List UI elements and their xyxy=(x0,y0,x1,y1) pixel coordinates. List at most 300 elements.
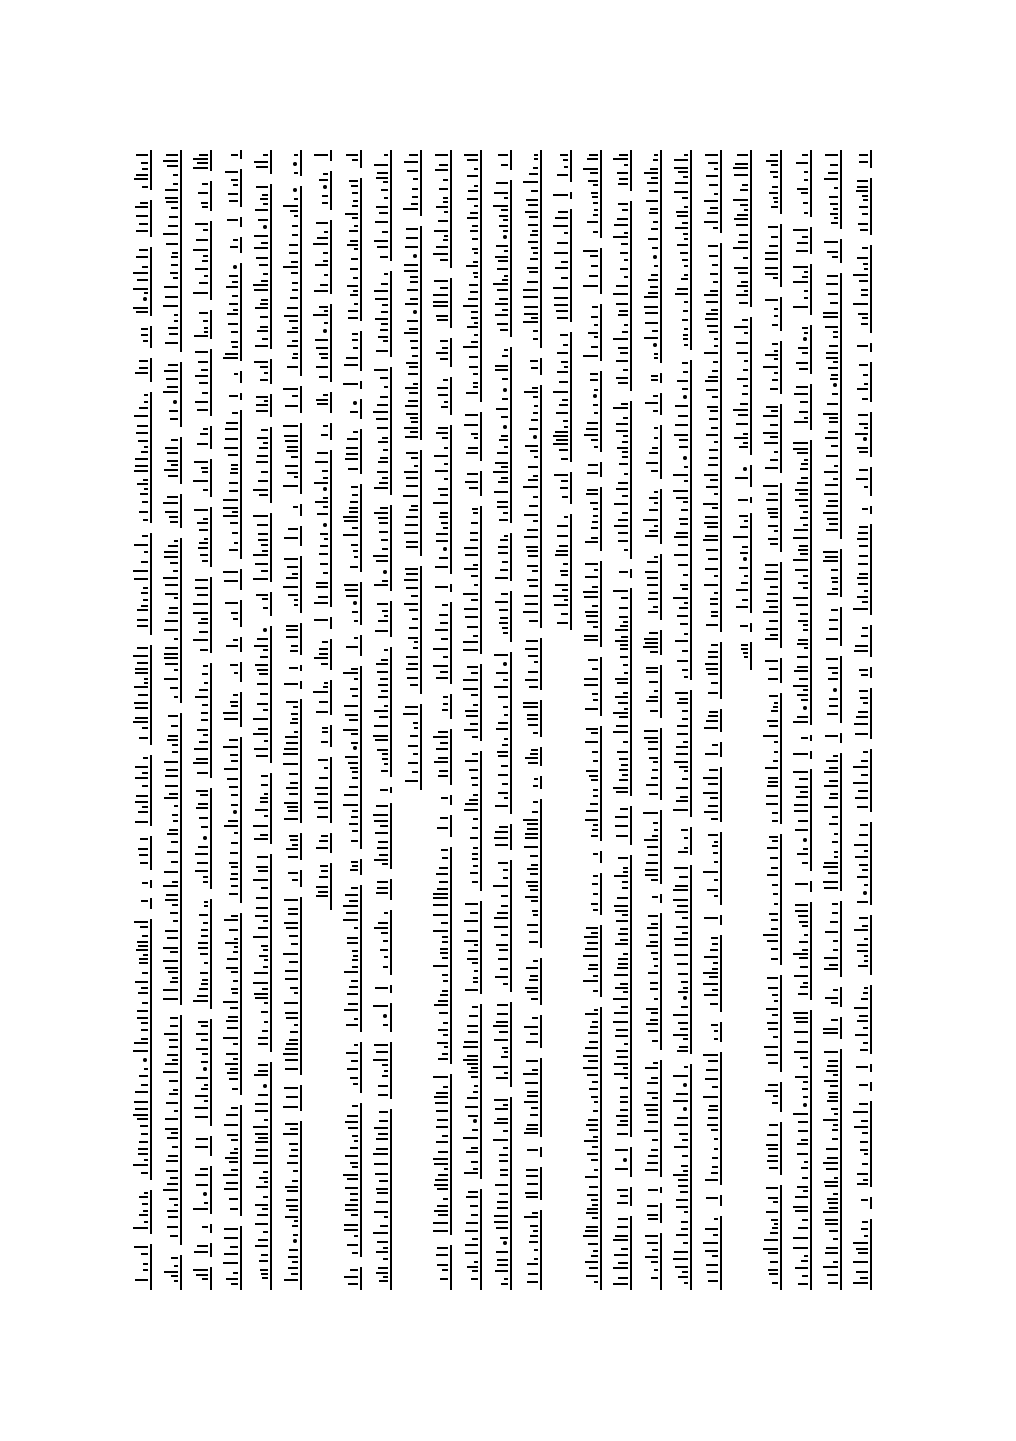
glyph-stroke xyxy=(526,1128,538,1130)
word-gap xyxy=(297,413,303,423)
glyph-stroke xyxy=(862,601,868,603)
glyph-stroke xyxy=(824,771,838,773)
word-gap xyxy=(867,678,872,688)
glyph-stroke xyxy=(444,211,448,213)
glyph-stroke xyxy=(824,862,838,864)
glyph-stroke xyxy=(469,1015,478,1017)
glyph-stroke xyxy=(493,1139,508,1141)
glyph-stroke xyxy=(288,1267,298,1269)
glyph-stroke xyxy=(855,856,868,858)
text-column-content xyxy=(522,150,523,151)
glyph-stroke xyxy=(646,671,658,673)
glyph-stroke xyxy=(527,529,538,531)
glyph-stroke xyxy=(677,244,688,246)
glyph-stroke xyxy=(464,920,478,922)
glyph-stroke xyxy=(615,987,628,989)
glyph-stroke xyxy=(504,1072,508,1074)
punctuation-mark xyxy=(173,400,177,404)
glyph-stroke xyxy=(348,317,358,319)
glyph-stroke xyxy=(617,967,628,969)
glyph-stroke xyxy=(196,1077,208,1079)
glyph-stroke xyxy=(467,1063,478,1065)
text-column xyxy=(582,150,602,1290)
glyph-stroke xyxy=(439,516,448,518)
glyph-stroke xyxy=(710,479,718,481)
glyph-stroke xyxy=(140,493,148,495)
glyph-stroke xyxy=(172,1146,178,1148)
glyph-stroke xyxy=(823,1162,838,1164)
glyph-stroke xyxy=(711,1024,718,1026)
glyph-stroke xyxy=(471,311,478,313)
glyph-stroke xyxy=(494,1215,508,1217)
glyph-stroke xyxy=(734,174,748,176)
glyph-stroke xyxy=(377,471,388,473)
glyph-stroke xyxy=(440,340,448,342)
glyph-stroke xyxy=(171,264,178,266)
glyph-stroke xyxy=(860,1049,868,1051)
glyph-stroke xyxy=(587,221,598,223)
glyph-stroke xyxy=(623,953,628,955)
glyph-stroke xyxy=(823,551,838,553)
glyph-stroke xyxy=(705,753,718,755)
glyph-stroke xyxy=(708,1060,718,1062)
glyph-stroke xyxy=(380,1225,388,1227)
glyph-stroke xyxy=(534,1258,538,1260)
glyph-stroke xyxy=(801,1260,808,1262)
glyph-stroke xyxy=(253,936,268,938)
glyph-stroke xyxy=(377,881,388,883)
glyph-stroke xyxy=(317,513,328,515)
glyph-stroke xyxy=(651,177,658,179)
glyph-stroke xyxy=(770,154,778,156)
glyph-stroke xyxy=(324,767,328,769)
glyph-stroke xyxy=(704,917,718,919)
glyph-stroke xyxy=(501,466,508,468)
glyph-stroke xyxy=(684,238,688,240)
glyph-stroke xyxy=(134,921,148,923)
glyph-stroke xyxy=(253,718,268,720)
glyph-stroke xyxy=(163,502,178,504)
glyph-stroke xyxy=(673,809,688,811)
glyph-stroke xyxy=(285,440,298,442)
glyph-stroke xyxy=(263,709,268,711)
glyph-stroke xyxy=(643,812,658,814)
glyph-stroke xyxy=(774,358,778,360)
glyph-stroke xyxy=(711,1172,718,1174)
glyph-stroke xyxy=(676,926,688,928)
word-gap xyxy=(657,415,663,425)
glyph-stroke xyxy=(378,1085,388,1087)
glyph-stroke xyxy=(352,339,358,341)
glyph-stroke xyxy=(133,1050,148,1052)
glyph-stroke xyxy=(613,1239,628,1241)
glyph-stroke xyxy=(529,620,538,622)
glyph-stroke xyxy=(770,586,778,588)
glyph-stroke xyxy=(142,727,148,729)
glyph-stroke xyxy=(712,1255,718,1257)
glyph-stroke xyxy=(203,518,208,520)
glyph-stroke xyxy=(763,415,778,417)
glyph-stroke xyxy=(793,953,808,955)
glyph-stroke xyxy=(624,164,628,166)
glyph-stroke xyxy=(586,1212,598,1214)
glyph-stroke xyxy=(376,892,388,894)
glyph-stroke xyxy=(286,701,298,703)
glyph-stroke xyxy=(493,1066,508,1068)
glyph-stroke xyxy=(406,362,418,364)
glyph-stroke xyxy=(651,1277,658,1279)
glyph-stroke xyxy=(831,222,838,224)
glyph-stroke xyxy=(797,1186,808,1188)
glyph-stroke xyxy=(766,1187,778,1189)
glyph-stroke xyxy=(524,1132,538,1134)
word-gap xyxy=(357,1093,363,1103)
glyph-stroke xyxy=(350,767,358,769)
glyph-stroke xyxy=(620,625,628,627)
glyph-stroke xyxy=(857,596,868,598)
glyph-stroke xyxy=(709,184,718,186)
glyph-stroke xyxy=(433,648,448,650)
glyph-stroke xyxy=(554,304,568,306)
glyph-stroke xyxy=(463,1046,478,1048)
glyph-stroke xyxy=(557,622,568,624)
glyph-stroke xyxy=(678,1185,688,1187)
glyph-stroke xyxy=(673,474,688,476)
glyph-stroke xyxy=(410,684,418,686)
word-gap xyxy=(567,322,573,332)
word-gap xyxy=(147,316,153,326)
glyph-stroke xyxy=(405,568,418,570)
glyph-stroke xyxy=(676,497,688,499)
glyph-stroke xyxy=(526,1175,538,1177)
glyph-stroke xyxy=(381,539,388,541)
glyph-stroke xyxy=(591,265,598,267)
glyph-stroke xyxy=(709,331,718,333)
glyph-stroke xyxy=(133,570,148,572)
glyph-stroke xyxy=(467,1266,478,1268)
glyph-stroke xyxy=(708,162,718,164)
glyph-stroke xyxy=(802,236,808,238)
glyph-stroke xyxy=(168,971,178,973)
glyph-stroke xyxy=(594,324,598,326)
glyph-stroke xyxy=(379,212,388,214)
glyph-stroke xyxy=(349,511,358,513)
glyph-stroke xyxy=(683,1170,688,1172)
word-gap xyxy=(327,823,333,833)
glyph-stroke xyxy=(344,971,358,973)
glyph-stroke xyxy=(527,550,538,552)
glyph-stroke xyxy=(174,1265,178,1267)
glyph-stroke xyxy=(766,1211,778,1213)
word-gap xyxy=(687,817,693,827)
glyph-stroke xyxy=(799,411,808,413)
glyph-stroke xyxy=(679,518,688,520)
word-gap xyxy=(447,684,453,694)
glyph-stroke xyxy=(433,930,448,932)
glyph-stroke xyxy=(261,544,268,546)
glyph-stroke xyxy=(523,181,538,183)
glyph-stroke xyxy=(352,810,358,812)
glyph-stroke xyxy=(435,586,448,588)
glyph-stroke xyxy=(649,497,658,499)
glyph-stroke xyxy=(864,987,868,989)
glyph-stroke xyxy=(413,753,418,755)
glyph-stroke xyxy=(804,271,808,273)
glyph-stroke xyxy=(714,345,718,347)
word-gap xyxy=(147,745,153,755)
glyph-stroke xyxy=(859,555,868,557)
glyph-stroke xyxy=(679,439,688,441)
glyph-stroke xyxy=(380,507,388,509)
glyph-stroke xyxy=(435,1102,448,1104)
glyph-stroke xyxy=(433,893,448,895)
word-gap xyxy=(267,174,273,184)
glyph-stroke xyxy=(824,493,838,495)
punctuation-mark xyxy=(653,343,657,347)
glyph-stroke xyxy=(711,937,718,939)
glyph-stroke xyxy=(171,725,178,727)
glyph-stroke xyxy=(321,357,328,359)
glyph-stroke xyxy=(384,273,388,275)
glyph-stroke xyxy=(529,686,538,688)
glyph-stroke xyxy=(712,507,718,509)
glyph-stroke xyxy=(346,912,358,914)
glyph-stroke xyxy=(404,471,418,473)
word-gap xyxy=(177,528,183,538)
glyph-stroke xyxy=(408,373,418,375)
text-column-content xyxy=(552,150,553,151)
word-gap xyxy=(387,777,393,787)
glyph-stroke xyxy=(644,172,658,174)
word-gap xyxy=(237,903,243,913)
word-gap xyxy=(387,993,393,1003)
glyph-stroke xyxy=(674,167,688,169)
glyph-stroke xyxy=(254,161,268,163)
punctuation-mark xyxy=(503,235,507,239)
glyph-stroke xyxy=(195,870,208,872)
glyph-stroke xyxy=(528,204,538,206)
word-gap xyxy=(867,235,872,245)
glyph-stroke xyxy=(823,316,838,318)
glyph-stroke xyxy=(195,579,208,581)
glyph-stroke xyxy=(704,474,718,476)
glyph-stroke xyxy=(464,1041,478,1043)
glyph-stroke xyxy=(798,993,808,995)
glyph-stroke xyxy=(167,851,178,853)
glyph-stroke xyxy=(591,439,598,441)
glyph-stroke xyxy=(833,1193,838,1195)
glyph-stroke xyxy=(800,401,808,403)
glyph-stroke xyxy=(493,885,508,887)
glyph-stroke xyxy=(224,580,238,582)
punctuation-mark xyxy=(293,162,297,166)
glyph-stroke xyxy=(740,625,748,627)
glyph-stroke xyxy=(193,292,208,294)
glyph-stroke xyxy=(375,1173,388,1175)
glyph-stroke xyxy=(142,535,148,537)
glyph-stroke xyxy=(315,339,328,341)
glyph-stroke xyxy=(767,874,778,876)
word-gap xyxy=(207,339,213,349)
glyph-stroke xyxy=(646,667,658,669)
glyph-stroke xyxy=(675,885,688,887)
glyph-stroke xyxy=(825,437,838,439)
glyph-stroke xyxy=(346,447,358,449)
glyph-stroke xyxy=(283,586,298,588)
glyph-stroke xyxy=(706,1197,718,1199)
glyph-stroke xyxy=(174,597,178,599)
glyph-stroke xyxy=(198,622,208,624)
glyph-stroke xyxy=(714,1138,718,1140)
glyph-stroke xyxy=(651,777,658,779)
word-gap xyxy=(537,1200,543,1210)
glyph-stroke xyxy=(138,1153,148,1155)
glyph-stroke xyxy=(502,561,508,563)
glyph-stroke xyxy=(292,1180,298,1182)
glyph-stroke xyxy=(795,829,808,831)
glyph-stroke xyxy=(497,1013,508,1015)
glyph-stroke xyxy=(440,994,448,996)
glyph-stroke xyxy=(233,951,238,953)
glyph-stroke xyxy=(287,806,298,808)
glyph-stroke xyxy=(233,1043,238,1045)
glyph-stroke xyxy=(169,1039,178,1041)
glyph-stroke xyxy=(589,1267,598,1269)
glyph-stroke xyxy=(824,957,838,959)
glyph-stroke xyxy=(499,1193,508,1195)
glyph-stroke xyxy=(586,615,598,617)
glyph-stroke xyxy=(497,452,508,454)
glyph-stroke xyxy=(804,179,808,181)
glyph-stroke xyxy=(433,1076,448,1078)
word-gap xyxy=(237,559,243,569)
glyph-stroke xyxy=(859,545,868,547)
glyph-stroke xyxy=(203,255,208,257)
glyph-stroke xyxy=(229,303,238,305)
glyph-stroke xyxy=(439,188,448,190)
glyph-stroke xyxy=(652,896,658,898)
glyph-stroke xyxy=(467,473,478,475)
glyph-stroke xyxy=(674,1124,688,1126)
glyph-stroke xyxy=(827,403,838,405)
glyph-stroke xyxy=(438,1058,448,1060)
glyph-stroke xyxy=(498,696,508,698)
glyph-stroke xyxy=(136,795,148,797)
glyph-stroke xyxy=(226,1053,238,1055)
glyph-stroke xyxy=(313,691,328,693)
glyph-stroke xyxy=(294,731,298,733)
glyph-stroke xyxy=(408,663,418,665)
glyph-stroke xyxy=(289,244,298,246)
glyph-stroke xyxy=(795,1196,808,1198)
glyph-stroke xyxy=(594,1101,598,1103)
glyph-stroke xyxy=(441,522,448,524)
glyph-stroke xyxy=(590,255,598,257)
glyph-stroke xyxy=(352,192,358,194)
glyph-stroke xyxy=(324,538,328,540)
glyph-stroke xyxy=(772,324,778,326)
glyph-stroke xyxy=(474,944,478,946)
word-gap xyxy=(657,1193,663,1203)
glyph-stroke xyxy=(137,619,148,621)
glyph-stroke xyxy=(316,586,328,588)
glyph-stroke xyxy=(733,536,748,538)
glyph-stroke xyxy=(351,742,358,744)
glyph-stroke xyxy=(674,191,688,193)
glyph-stroke xyxy=(769,836,778,838)
glyph-stroke xyxy=(200,794,208,796)
glyph-stroke xyxy=(649,696,658,698)
glyph-stroke xyxy=(861,1228,868,1230)
glyph-stroke xyxy=(253,284,268,286)
glyph-stroke xyxy=(257,856,268,858)
word-gap xyxy=(777,394,783,404)
glyph-stroke xyxy=(528,724,538,726)
glyph-stroke xyxy=(381,690,388,692)
glyph-stroke xyxy=(864,486,868,488)
glyph-stroke xyxy=(233,1058,238,1060)
glyph-stroke xyxy=(587,1153,598,1155)
glyph-stroke xyxy=(165,593,178,595)
glyph-stroke xyxy=(862,317,868,319)
glyph-stroke xyxy=(834,465,838,467)
glyph-stroke xyxy=(378,517,388,519)
glyph-stroke xyxy=(652,447,658,449)
glyph-stroke xyxy=(443,1022,448,1024)
glyph-stroke xyxy=(683,574,688,576)
glyph-stroke xyxy=(864,850,868,852)
word-gap xyxy=(267,763,273,773)
glyph-stroke xyxy=(828,872,838,874)
glyph-stroke xyxy=(524,391,538,393)
glyph-stroke xyxy=(202,1053,208,1055)
glyph-stroke xyxy=(563,159,568,161)
glyph-stroke xyxy=(351,733,358,735)
word-gap xyxy=(657,903,663,913)
glyph-stroke xyxy=(443,179,448,181)
glyph-stroke xyxy=(499,519,508,521)
glyph-stroke xyxy=(163,885,178,887)
glyph-stroke xyxy=(592,693,598,695)
glyph-stroke xyxy=(768,1155,778,1157)
glyph-stroke xyxy=(799,368,808,370)
glyph-stroke xyxy=(524,306,538,308)
word-gap xyxy=(387,975,393,985)
glyph-stroke xyxy=(353,955,358,957)
word-gap xyxy=(297,546,303,556)
glyph-stroke xyxy=(591,192,598,194)
word-gap xyxy=(867,402,872,412)
glyph-stroke xyxy=(437,1119,448,1121)
glyph-stroke xyxy=(617,1226,628,1228)
glyph-stroke xyxy=(319,553,328,555)
glyph-stroke xyxy=(379,522,388,524)
word-gap xyxy=(237,227,243,237)
glyph-stroke xyxy=(495,1270,508,1272)
word-gap xyxy=(777,287,783,297)
glyph-stroke xyxy=(471,1161,478,1163)
glyph-stroke xyxy=(138,811,148,813)
glyph-stroke xyxy=(263,649,268,651)
glyph-stroke xyxy=(832,672,838,674)
glyph-stroke xyxy=(383,449,388,451)
glyph-stroke xyxy=(469,487,478,489)
glyph-stroke xyxy=(344,364,358,366)
word-gap xyxy=(327,670,333,680)
glyph-stroke xyxy=(857,876,868,878)
glyph-stroke xyxy=(532,1017,538,1019)
glyph-stroke xyxy=(374,1127,388,1129)
